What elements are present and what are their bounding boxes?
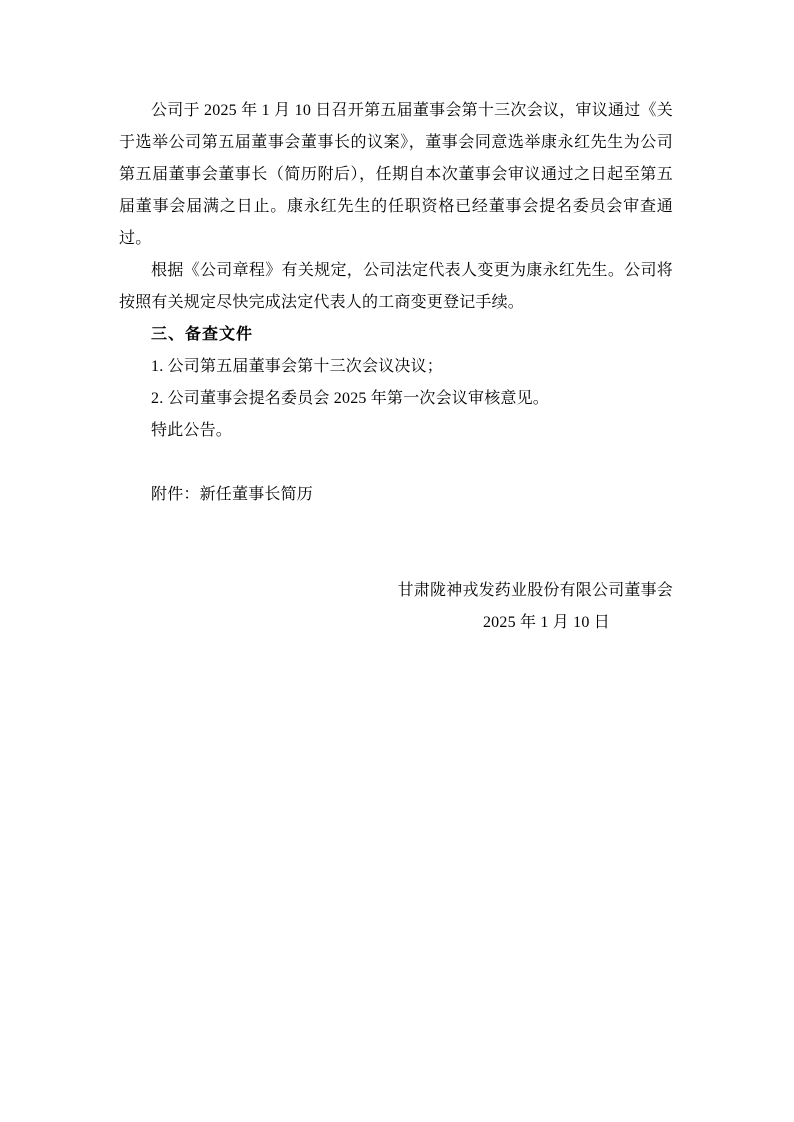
closing-announcement-line: 特此公告。 bbox=[151, 422, 233, 439]
section-heading-reference-documents: 三、备查文件 bbox=[151, 326, 254, 343]
signature-company-name: 甘肃陇神戎发药业股份有限公司董事会 bbox=[397, 582, 673, 599]
reference-document-item-1: 1. 公司第五届董事会第十三次会议决议； bbox=[151, 358, 444, 375]
signature-block bbox=[119, 575, 673, 639]
attachment-line: 附件：新任董事长简历 bbox=[151, 486, 314, 503]
document-body bbox=[119, 95, 673, 639]
intro-paragraph: 公司于 2025 年 1 月 10 日召开第五届董事会第十三次会议，审议通过《关于选举公司第五届董事会董事长的议案》，董事会同意选举康永红先生为公司第五届董事会董事长（简历附后），任期自本次董事会审议通过之日起至第五届董事会届满之日止。康永红先生的任职资格已经董事会提名委员会审查通过。 bbox=[119, 102, 673, 247]
reference-document-item-2: 2. 公司董事会提名委员会 2025 年第一次会议审核意见。 bbox=[151, 390, 550, 407]
legal-representative-paragraph: 根据《公司章程》有关规定，公司法定代表人变更为康永红先生。公司将按照有关规定尽快完成法定代表人的工商变更登记手续。 bbox=[119, 262, 673, 311]
signature-date: 2025 年 1 月 10 日 bbox=[482, 614, 610, 631]
